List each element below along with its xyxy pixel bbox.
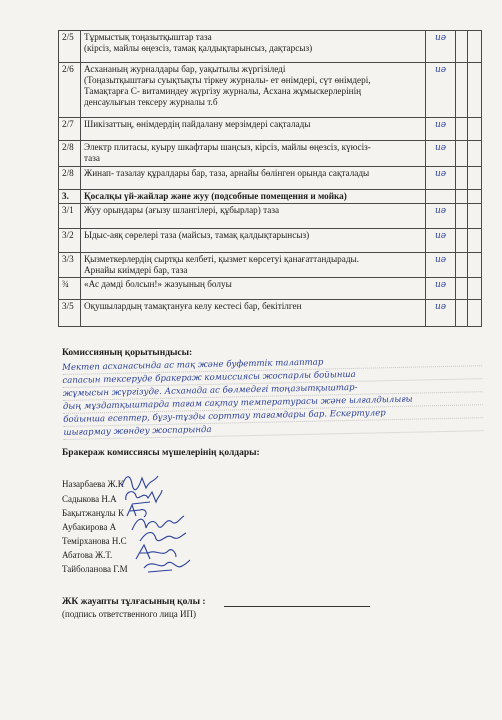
row-mark: иә — [434, 65, 447, 75]
row-mark: иә — [434, 280, 447, 290]
row-mark-cell — [426, 118, 456, 141]
empty-cell — [456, 300, 468, 327]
empty-cell — [468, 167, 482, 190]
row-mark: иә — [434, 255, 447, 265]
commission-heading: Бракераж комиссиясы мүшелерінің қолдары: — [62, 448, 260, 458]
empty-cell — [456, 63, 468, 118]
row-number: 3/1 — [59, 204, 81, 229]
table-row — [59, 204, 482, 229]
table-row — [59, 229, 482, 253]
row-mark: иә — [434, 169, 447, 179]
row-number: 2/8 — [59, 167, 81, 190]
table-row — [59, 141, 482, 167]
row-number: 2/5 — [59, 31, 81, 63]
row-text: Шикізаттың, өнімдердің пайдалану мерзімдері сақталады — [81, 118, 426, 141]
handwritten-line: сапасын тексеруде бракераж комиссиясы жоспарлы бойынша — [62, 366, 482, 388]
row-mark: иә — [434, 302, 447, 312]
row-text: Асхананың журналдары бар, уақытылы жүргізіледі (Тоңазытқыштағы суықтықты тіркеу журналы- ет өнімдері, сүт өнімдері, Тамақтарға С- витаминдеу жүргізу журналы, Асхана жұмыскерлерінің денсаулығын тексеру журналы т.б — [81, 63, 426, 118]
handwritten-line: Мектеп асханасында ас тақ және буфеттік талаптар — [62, 353, 482, 375]
conclusion-heading: Комиссияның қорытындысы: — [62, 348, 193, 358]
row-text: Жуу орындары (ағызу шлангілері, құбырлар) таза — [81, 204, 426, 229]
table-row — [59, 118, 482, 141]
member-name: Абатова Ж.Т. — [62, 550, 113, 560]
empty-cell — [456, 229, 468, 253]
row-mark-cell — [426, 229, 456, 253]
row-mark-cell — [426, 278, 456, 300]
empty-cell — [468, 63, 482, 118]
member-name: Темірханова Н.С — [62, 536, 127, 546]
row-mark: иә — [434, 120, 447, 130]
row-number: 2/6 — [59, 63, 81, 118]
row-mark-cell — [426, 253, 456, 278]
table-row — [59, 31, 482, 63]
handwritten-line: бойынша есептер, бұзу-тұзды сорттау тағамдары бар. Ескертулер — [63, 405, 483, 427]
table-row — [59, 278, 482, 300]
row-number: 3/2 — [59, 229, 81, 253]
member-name: Садыкова Н.А — [62, 494, 117, 504]
row-mark-cell — [426, 190, 456, 204]
responsible-signature-sublabel: (подпись ответственного лица ИП) — [62, 609, 196, 619]
row-mark: иә — [434, 33, 447, 43]
row-mark-cell — [426, 141, 456, 167]
empty-cell — [468, 204, 482, 229]
signature-line — [224, 606, 370, 607]
handwritten-line: шығармау жөндеу жоспарында — [63, 418, 483, 440]
table-row — [59, 300, 482, 327]
row-text: Қызметкерлердің сыртқы келбеті, қызмет көрсетуі қанағаттандырады. Арнайы киімдері бар, таза — [81, 253, 426, 278]
row-mark-cell — [426, 204, 456, 229]
row-number: ¾ — [59, 278, 81, 300]
empty-cell — [468, 118, 482, 141]
row-number: 3/5 — [59, 300, 81, 327]
empty-cell — [468, 300, 482, 327]
row-mark-cell — [426, 300, 456, 327]
member-name: Бақытжанұлы К — [62, 508, 124, 518]
row-mark-cell — [426, 63, 456, 118]
row-text: Тұрмыстық тоңазытқыштар таза (кірсіз, майлы өңезсіз, тамақ қалдықтарынсыз, дақтарсыз) — [81, 31, 426, 63]
empty-cell — [468, 31, 482, 63]
empty-cell — [456, 118, 468, 141]
empty-cell — [468, 229, 482, 253]
empty-cell — [456, 278, 468, 300]
handwritten-conclusion — [62, 353, 484, 440]
row-mark-cell — [426, 167, 456, 190]
row-number: 2/8 — [59, 141, 81, 167]
empty-cell — [468, 141, 482, 167]
empty-cell — [468, 253, 482, 278]
row-mark: иә — [434, 231, 447, 241]
row-text: Ыдыс-аяқ сөрелері таза (майсыз, тамақ қалдықтарынсыз) — [81, 229, 426, 253]
row-number: 2/7 — [59, 118, 81, 141]
row-text: Қосалқы үй-жайлар және жуу (подсобные помещения и мойка) — [81, 190, 426, 204]
empty-cell — [456, 204, 468, 229]
signature-7 — [142, 556, 192, 574]
row-number: 3. — [59, 190, 81, 204]
table-row — [59, 190, 482, 204]
member-name: Тайболанова Г.М — [62, 564, 128, 574]
checklist-table — [58, 30, 482, 327]
table-row — [59, 63, 482, 118]
table-row — [59, 167, 482, 190]
empty-cell — [468, 278, 482, 300]
empty-cell — [456, 190, 468, 204]
empty-cell — [456, 167, 468, 190]
handwritten-line: жұмысын жүргізуде. Асханада ас бөлмедегі тоңазытқыштар- — [63, 379, 483, 401]
member-name: Аубакирова А — [62, 522, 117, 532]
row-mark: иә — [434, 206, 447, 216]
row-text: Оқушылардың тамақтануға келу кестесі бар, бекітілген — [81, 300, 426, 327]
row-text: Электр плитасы, куыру шкафтары шаңсыз, кірсіз, майлы өңезсіз, күюсіз- таза — [81, 141, 426, 167]
empty-cell — [456, 253, 468, 278]
responsible-signature-label: ЖК жауапты тұлғасының қолы : — [62, 597, 206, 607]
member-name: Назарбаева Ж.К — [62, 479, 124, 489]
table-row — [59, 253, 482, 278]
row-mark: иә — [434, 143, 447, 153]
handwritten-line: дың мұздатқыштарда тағам сақтау температурасы және ылғалдылығы — [63, 392, 483, 414]
row-mark-cell — [426, 31, 456, 63]
empty-cell — [456, 141, 468, 167]
empty-cell — [456, 31, 468, 63]
empty-cell — [468, 190, 482, 204]
row-text: «Ас дәмді болсын!» жазуының болуы — [81, 278, 426, 300]
row-text: Жинап- тазалау құралдары бар, таза, арнайы бөлінген орында сақталады — [81, 167, 426, 190]
row-number: 3/3 — [59, 253, 81, 278]
